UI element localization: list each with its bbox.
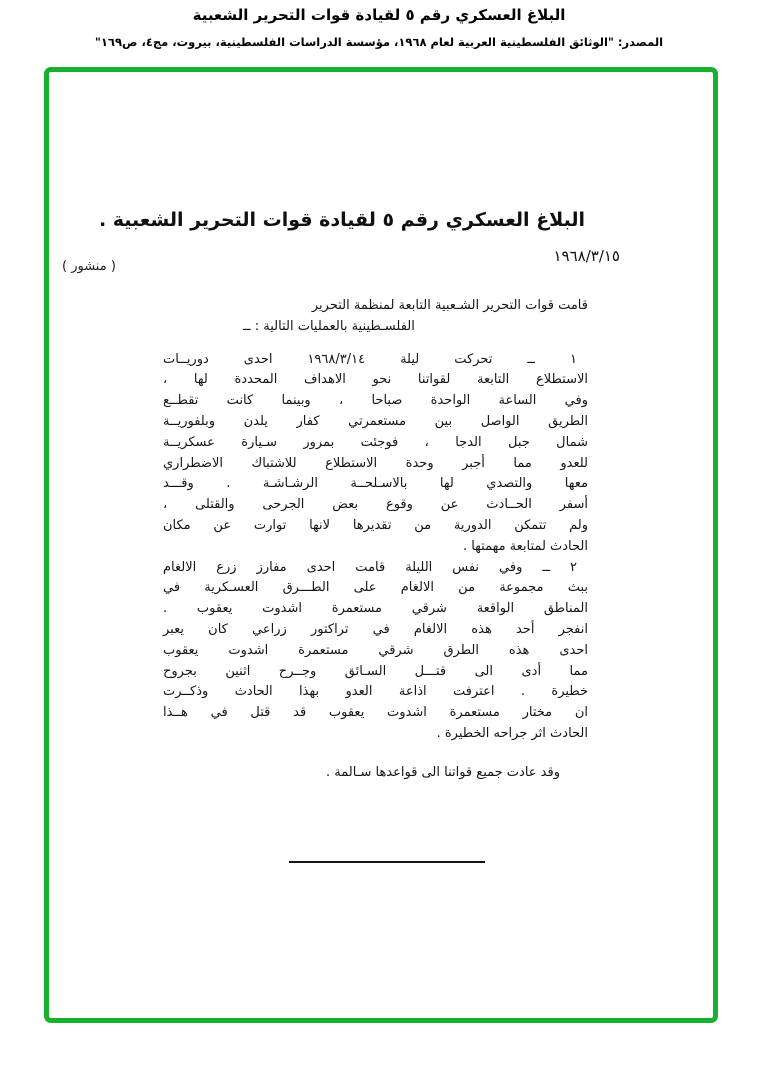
text-line: ان مختار مستعمرة اشدوت يعقوب قد قتل في هــذا [163, 705, 588, 721]
text-line: الحادث لمتابعة مهمتها . [462, 538, 588, 554]
signature-divider [289, 861, 485, 863]
document-date: ١٩٦٨/٣/١٥ [553, 247, 620, 265]
closing-line: وقد عادت جميع قواتنا الى قواعدها سـالمة . [325, 764, 560, 780]
text-line: وفي الساعة الواحدة صباحا ، وبينما كانت تقطــع [163, 393, 588, 409]
text-line: انفجر أحد هذه الالغام في تراكتور زراعي كان يعبر [163, 621, 588, 637]
text-line: المناطق الواقعة شرقي مستعمرة اشدوت يعقوب . [163, 601, 588, 617]
text-line: ولم تتمكن الدورية من تقديرها لانها توارت عن مكان [163, 517, 588, 533]
paragraph-2 [163, 558, 588, 745]
document-body [163, 296, 588, 784]
text-line: معها والتصدي لها بالاسـلحــة الرشـاشـة . وقـــد [163, 476, 588, 492]
intro-paragraph [243, 296, 588, 338]
text-line: شمال جبل الدجا ، فوجئت بمرور سـيارة عسكريــة [163, 434, 588, 450]
text-line: الاستطلاع التابعة لقواتنا نحو الاهداف المحددة لها ، [163, 372, 588, 388]
text-line: قامت قوات التحرير الشـعبية التابعة لمنظمة التحرير [311, 298, 588, 313]
text-line: للعدو مما أجبر وحدة الاستطلاع للاشتباك الاضطراري [163, 455, 588, 471]
text-line: احدى هذه الطرق شرقي مستعمرة اشدوت يعقوب [163, 642, 588, 658]
text-line: الحادث اثر جراحه الخطيرة . [436, 725, 588, 741]
text-line: مما أدى الى قتـــل السـائق وجــرح اثنين بجروح [163, 663, 588, 679]
text-line: ببث مجموعة من الالغام على الطـــرق العسـكرية في [163, 580, 588, 596]
text-line: ١ ــ تحركت ليلة ١٩٦٨/٣/١٤ احدى دوريــات [163, 351, 577, 367]
publish-note: ( منشور ) [62, 259, 116, 274]
text-line: الفلسـطينية بالعمليات التالية : ــ [243, 318, 415, 334]
text-line: الطريق الواصل بين مستعمرتي كفار يلدن وبلفوريــة [163, 413, 588, 429]
page-title: البلاغ العسكري رقم ٥ لقيادة قوات التحرير الشعبية [192, 6, 566, 24]
text-line: أسفر الحــادث عن وقوع بعض الجرحى والقتلى ، [163, 497, 588, 513]
document-title: البلاغ العسكري رقم ٥ لقيادة قوات التحرير الشعبية . [98, 209, 585, 231]
paragraph-1 [163, 350, 588, 558]
text-line: ٢ ــ وفي نفس الليلة قامت احدى مفارز زرع الالغام [163, 559, 577, 575]
source-citation: المصدر: "الوثائق الفلسطينية العربية لعام ١٩٦٨، مؤسسة الدراسات الفلسطينية، بيروت، مج٤، ص١٦٩" [94, 35, 664, 49]
text-line: خطيرة . اعترفت اذاعة العدو بهذا الحادث وذكــرت [163, 684, 588, 700]
